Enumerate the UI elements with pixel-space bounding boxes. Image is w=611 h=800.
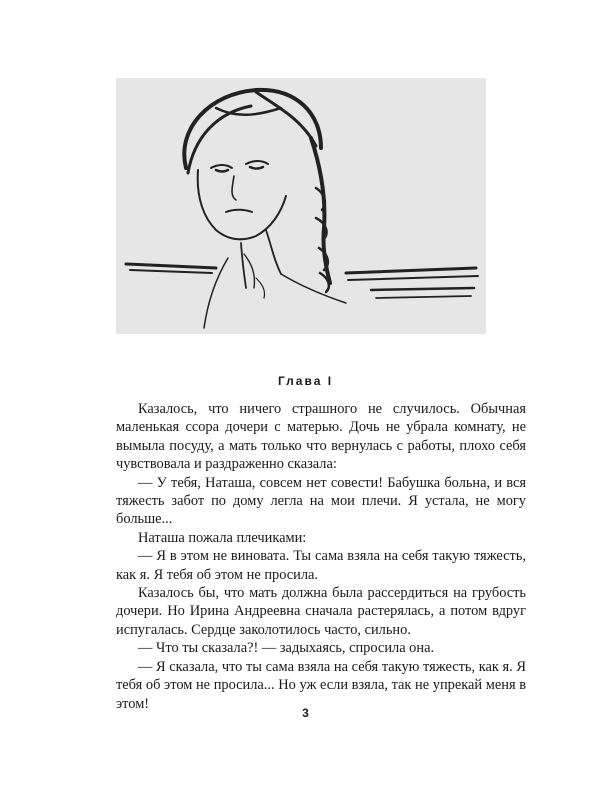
chapter-title: Глава I bbox=[277, 374, 334, 388]
chapter-body bbox=[116, 400, 526, 713]
paragraph: Наташа пожала плечиками: bbox=[138, 529, 307, 546]
paragraph: — У тебя, Наташа, совсем нет совести! Бабушка больна, и вся тяжесть забот по дому легла на мои плечи. Я устала, не могу больше... bbox=[116, 474, 526, 528]
page-number: 3 bbox=[302, 706, 309, 720]
paragraph: Казалось, что ничего страшного не случилось. Обычная маленькая ссора дочери с матерью. Дочь не убрала комнату, не вымыла посуду, а мать только что вернулась с работы, плохо себя чувствовала и раздраженно сказала: bbox=[116, 401, 526, 473]
paragraph: Казалось бы, что мать должна была рассердиться на грубость дочери. Но Ирина Андреевна сначала растерялась, а потом вдруг испугалась. Сердце заколотилось часто, сильно. bbox=[116, 585, 526, 638]
paragraph: — Я сказала, что ты сама взяла на себя такую тяжесть, как я. Я тебя об этом не просила... Но уж если взяла, так не упрекай меня в этом! bbox=[116, 658, 526, 712]
paragraph: — Что ты сказала?! — задыхаясь, спросила она. bbox=[138, 640, 435, 657]
girl-portrait-sketch bbox=[116, 78, 486, 334]
chapter-illustration bbox=[116, 78, 486, 334]
paragraph: — Я в этом не виновата. Ты сама взяла на себя такую тяжесть, как я. Я тебя об этом не просила. bbox=[116, 548, 526, 583]
